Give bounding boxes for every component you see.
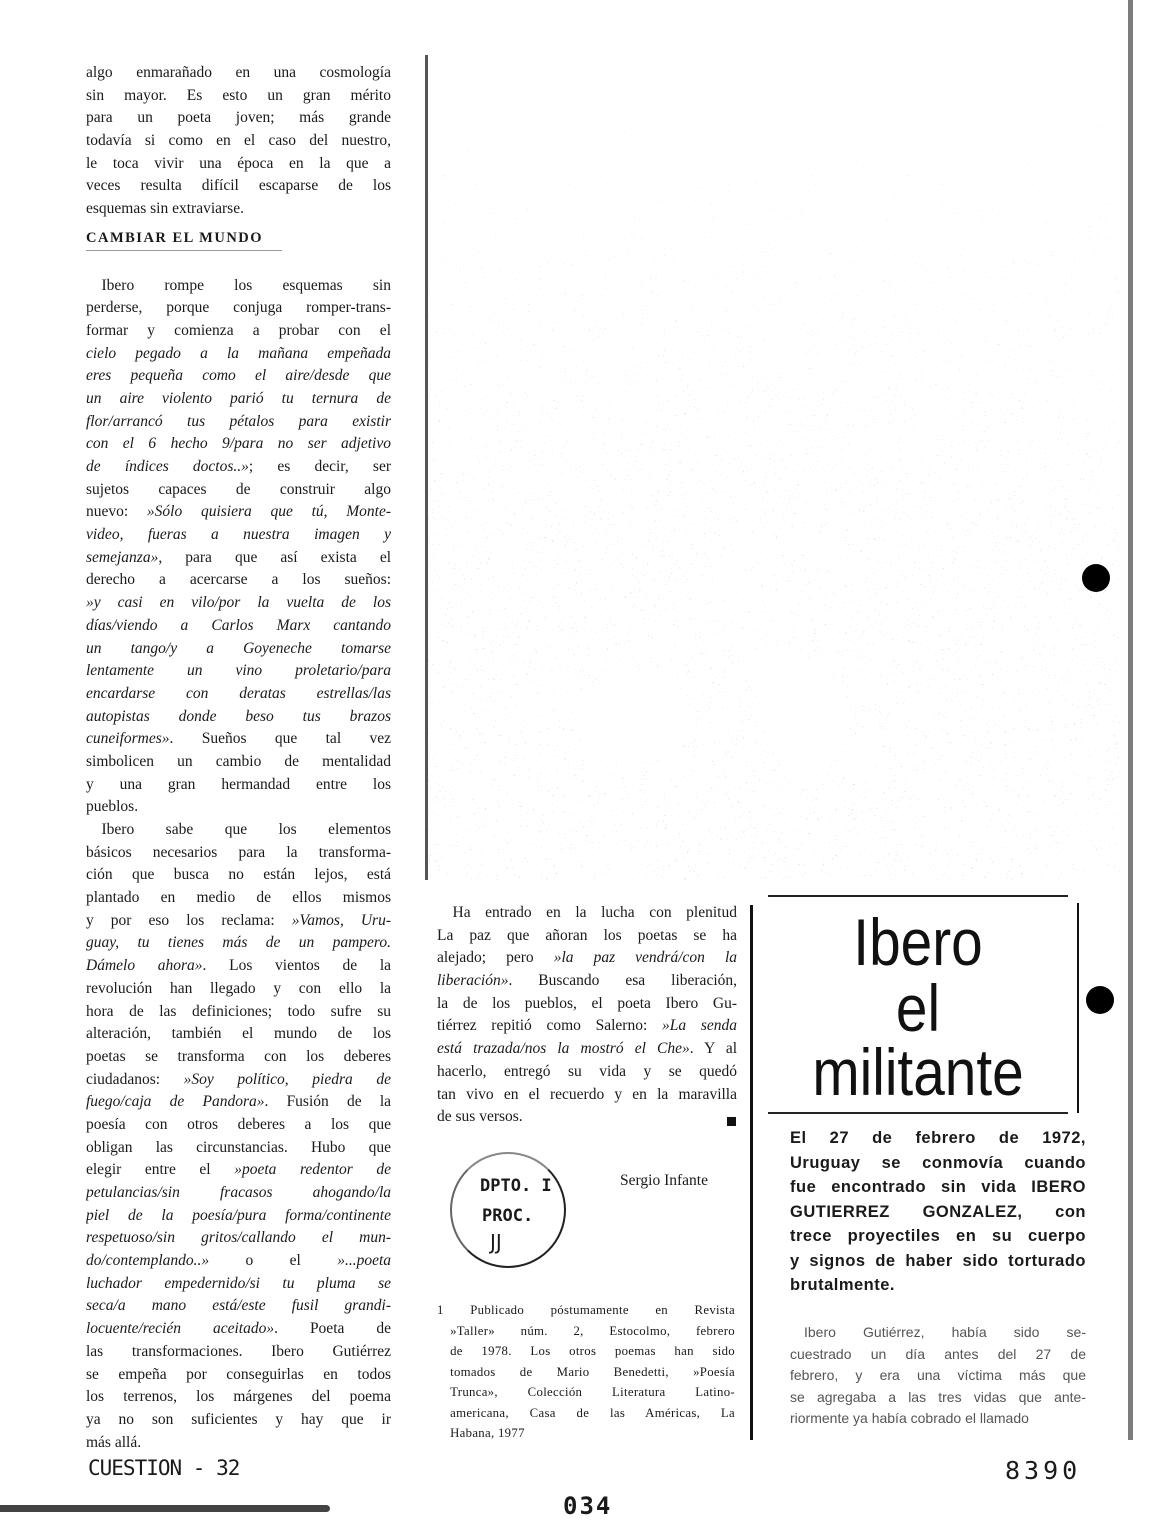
text-line: formar y comienza a probar con el	[86, 321, 391, 339]
intro-text	[86, 62, 391, 221]
text-line: la de los pueblos, el poeta Ibero Gu-	[437, 994, 737, 1012]
author-name: Sergio Infante	[620, 1172, 708, 1189]
text-line: con el 6 hecho 9/para no ser adjetivo	[86, 435, 391, 453]
text-line: Ha entrado en la lucha con plenitud	[437, 904, 737, 921]
text-line: semejanza», para que así exista el	[86, 548, 391, 566]
text-line: Ibero Gutiérrez, había sido se-	[790, 1324, 1086, 1340]
text-line: do/contemplando..» o el »...poeta	[86, 1252, 391, 1270]
stamp-line-2: PROC.	[482, 1206, 534, 1226]
text-line: video, fueras a nuestra imagen y	[86, 526, 391, 544]
text-line: le toca vivir una época en la que a	[86, 154, 391, 172]
section-heading: CAMBIAR EL MUNDO	[86, 227, 282, 251]
page-number: 034	[563, 1492, 613, 1520]
text-line: petulancias/sin fracasos ahogando/la	[86, 1184, 391, 1201]
title-rule	[1077, 903, 1079, 1113]
binding-hole	[1082, 564, 1110, 592]
text-line: hora de las definiciones; todo sufre su	[86, 1002, 391, 1020]
text-line: revolución han llegado y con ello la	[86, 979, 391, 997]
text-line: »Taller» núm. 2, Estocolmo, febrero	[437, 1323, 735, 1338]
closing-paragraph	[437, 902, 737, 1129]
text-line: lentamente un vino proletario/para	[86, 662, 391, 680]
text-line: liberación». Buscando esa liberación,	[437, 972, 737, 990]
text-line: Uruguay se conmovía cuando	[790, 1153, 1086, 1172]
title-line-3: militante	[812, 1035, 1024, 1109]
text-line: algo enmarañado en una cosmología	[86, 64, 391, 81]
title-line-2: el	[895, 971, 941, 1045]
text-line: tan vivo en el recuerdo y en la maravilla	[437, 1085, 737, 1103]
text-line: brutalmente.	[790, 1276, 896, 1294]
text-line: poesía con otros deberes a los que	[86, 1115, 391, 1133]
text-line: cielo pegado a la mañana empeñada	[86, 344, 391, 362]
text-line: eres pequeña como el aire/desde que	[86, 367, 391, 385]
page-edge-shadow	[1128, 0, 1133, 1440]
text-line: febrero, y era una víctima más que	[790, 1367, 1086, 1383]
column-rule	[750, 905, 753, 1440]
text-line: La paz que añoran los poetas se ha	[437, 926, 737, 944]
scan-smudge	[0, 1505, 330, 1512]
photograph	[425, 55, 1120, 880]
text-line: plantado en medio de ellos mismos	[86, 889, 391, 907]
text-line: sin mayor. Es esto un gran mérito	[86, 86, 391, 104]
text-line: tiérrez repitió como Salerno: »La senda	[437, 1017, 737, 1035]
text-line: de sus versos.	[437, 1108, 523, 1126]
text-line: para un poeta joven; más grande	[86, 109, 391, 127]
text-line: Ibero sabe que los elementos	[86, 821, 391, 838]
text-line: las transformaciones. Ibero Gutiérrez	[86, 1342, 391, 1360]
text-line: un tango/y a Goyeneche tomarse	[86, 639, 391, 657]
text-line: y una gran hermandad entre los	[86, 775, 391, 793]
stamp-line-1: DPTO. I	[480, 1176, 552, 1196]
text-line: días/viendo a Carlos Marx cantando	[86, 616, 391, 634]
text-line: fuego/caja de Pandora». Fusión de la	[86, 1093, 391, 1111]
text-line: »y casi en vilo/por la vuelta de los	[86, 594, 391, 612]
text-line: nuevo: »Sólo quisiera que tú, Monte-	[86, 503, 391, 521]
text-line: hacerlo, entregó su vida y se quedó	[437, 1062, 737, 1080]
text-line: perderse, porque conjuga romper-trans-	[86, 299, 391, 317]
text-line: de 1978. Los otros poemas han sido	[437, 1344, 735, 1358]
text-line: pueblos.	[86, 798, 139, 816]
text-line: derecho a acercarse a los sueños:	[86, 571, 391, 589]
text-line: veces resulta difícil escaparse de los	[86, 177, 391, 195]
text-line: esquemas sin extraviarse.	[86, 200, 244, 218]
archive-stamp	[450, 1152, 566, 1268]
text-line: está trazada/nos la mostró el Che». Y al	[437, 1040, 737, 1058]
text-line: guay, tu tienes más de un pampero.	[86, 934, 391, 952]
article-summary	[790, 1126, 1086, 1298]
text-line: alejado; pero »la paz vendrá/con la	[437, 949, 737, 967]
text-line: El 27 de febrero de 1972,	[790, 1129, 1086, 1147]
text-line: y por eso los reclama: »Vamos, Uru-	[86, 911, 391, 929]
text-line: tomados de Mario Benedetti, »Poesía	[437, 1364, 735, 1379]
text-line: seca/a mano está/este fusil grandi-	[86, 1297, 391, 1315]
text-line: ya no son suficientes y hay que ir	[86, 1410, 391, 1428]
text-line: fue encontrado sin vida IBERO	[790, 1178, 1086, 1196]
end-mark	[727, 1117, 736, 1126]
text-line: Habana, 1977	[437, 1426, 525, 1440]
text-line: obligan las circunstancias. Hubo que	[86, 1138, 391, 1156]
text-line: piel de la poesía/pura forma/continente	[86, 1206, 391, 1224]
text-line: luchador empedernido/si tu pluma se	[86, 1274, 391, 1292]
text-line: respetuoso/sin gritos/callando el mun-	[86, 1229, 391, 1247]
text-line: elegir entre el »poeta redentor de	[86, 1161, 391, 1179]
text-line: y signos de haber sido torturado	[790, 1251, 1086, 1270]
text-line: ciudadanos: »Soy político, piedra de	[86, 1070, 391, 1088]
text-line: autopistas donde beso tus brazos	[86, 707, 391, 725]
text-line: cuestrado un día antes del 27 de	[790, 1345, 1086, 1362]
text-line: Dámelo ahora». Los vientos de la	[86, 957, 391, 975]
stamp-initials: JJ	[490, 1230, 502, 1254]
text-line: encardarse con deratas estrellas/las	[86, 684, 391, 702]
text-line: americana, Casa de las Américas, La	[437, 1405, 735, 1420]
footnote	[437, 1300, 735, 1444]
title-line-1: Ibero	[853, 905, 983, 979]
text-line: trece proyectiles en su cuerpo	[790, 1227, 1086, 1245]
text-line: todavía si como en el caso del nuestro,	[86, 132, 391, 150]
paragraph-1	[86, 275, 391, 820]
text-line: se empeña por conseguirlas en todos	[86, 1365, 391, 1383]
text-line: de índices doctos..»; es decir, ser	[86, 458, 391, 475]
paragraph-2	[86, 819, 391, 1454]
text-line: 1 Publicado póstumamente en Revista	[437, 1303, 735, 1317]
text-line: los terrenos, los márgenes del poema	[86, 1388, 391, 1406]
text-line: básicos necesarios para la transforma-	[86, 843, 391, 861]
text-line: Trunca», Colección Literatura Latino-	[437, 1385, 735, 1399]
text-line: ción que busca no están lejos, está	[86, 866, 391, 884]
left-column	[86, 62, 391, 1454]
text-line: riormente ya había cobrado el llamado	[790, 1410, 1029, 1426]
text-line: locuente/recién aceitado». Poeta de	[86, 1320, 391, 1338]
text-line: flor/arrancó tus pétalos para existir	[86, 412, 391, 430]
article-body	[790, 1322, 1086, 1430]
text-line: GUTIERREZ GONZALEZ, con	[790, 1202, 1086, 1221]
binding-hole	[1086, 986, 1114, 1014]
article-title	[768, 895, 1068, 1114]
text-line: poetas se transforma con los deberes	[86, 1047, 391, 1065]
text-line: Ibero rompe los esquemas sin	[86, 276, 391, 294]
publication-footer: CUESTION - 32	[88, 1456, 240, 1480]
text-line: cuneiformes». Sueños que tal vez	[86, 730, 391, 748]
text-line: simbolicen un cambio de mentalidad	[86, 752, 391, 770]
archive-number: 8390	[1005, 1456, 1082, 1485]
text-line: se agregaba a las tres vidas que ante-	[790, 1388, 1086, 1405]
text-line: sujetos capaces de construir algo	[86, 480, 391, 498]
text-line: un aire violento parió tu ternura de	[86, 389, 391, 407]
text-line: más allá.	[86, 1433, 142, 1451]
text-line: alteración, también el mundo de los	[86, 1025, 391, 1043]
